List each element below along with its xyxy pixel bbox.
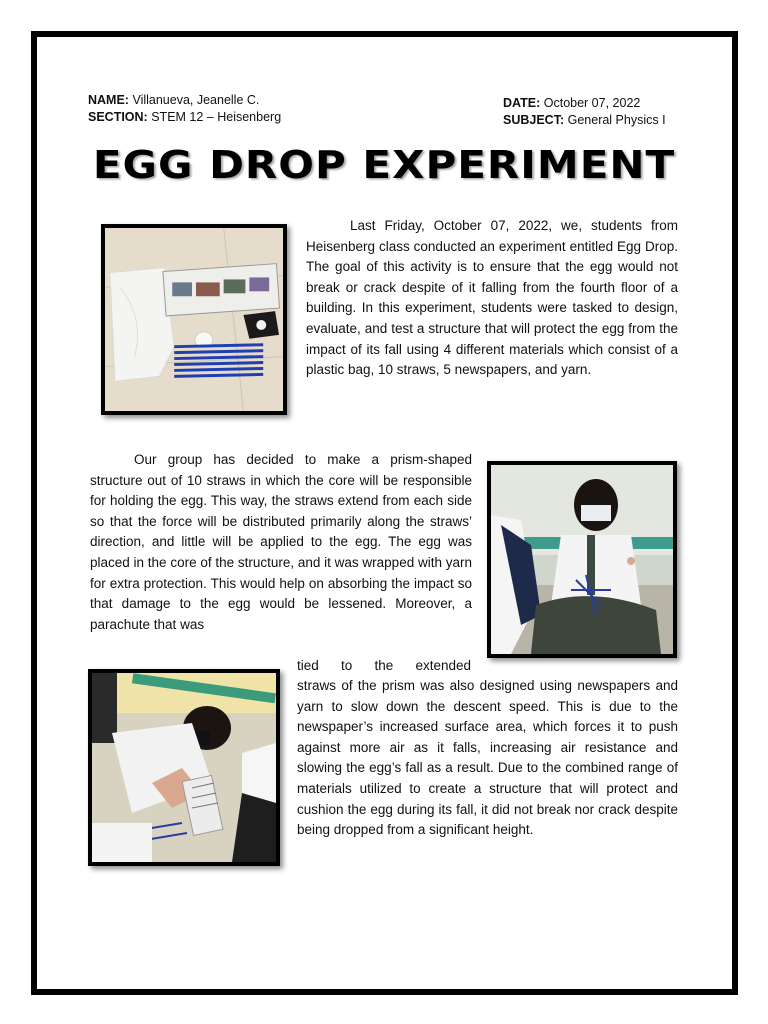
design-paragraph-tail: tied to the extended	[297, 658, 471, 673]
name-value: Villanueva, Jeanelle C.	[132, 93, 260, 107]
parachute-paragraph: straws of the prism was also designed using newspapers and yarn to slow down the descent speed. This is due to the newspaper’s increased surface area, which forces it to push against more air as it falls, increasing air resistance and slowing the egg’s fall as a result. Due to the combined range of materials utilized to create a structure that will protect and cushion the egg during its fall, it did not break nor crack despite being dropped from a significant height.	[297, 678, 678, 838]
class-info	[503, 95, 666, 129]
subject-value: General Physics I	[567, 113, 666, 127]
design-paragraph: Our group has decided to make a prism-shaped structure out of 10 straws in which the core will be responsible for holding the egg. This way, the straws extend from each side so that the force will be distributed primarily along the straws’ direction, and little will be applied to the egg. The egg was placed in the core of the structure, and it was wrapped with yarn for extra protection. This would help on absorbing the impact so that damage to the egg would be lessened. Moreover, a parachute that was	[90, 452, 472, 632]
subject-line	[503, 112, 666, 129]
section-label: SECTION:	[88, 110, 148, 124]
materials-photo	[101, 224, 287, 415]
student-info	[88, 92, 281, 126]
intro-paragraph: Last Friday, October 07, 2022, we, students from Heisenberg class conducted an experiment entitled Egg Drop. The goal of this activity is to ensure that the egg would not break or crack despite of it falling from the fourth floor of a building. In this experiment, students were tasked to design, evaluate, and test a structure that will protect the egg from the impact of its fall using 4 different materials which consist of a plastic bag, 10 straws, 5 newspapers, and yarn.	[306, 218, 678, 378]
subject-label: SUBJECT:	[503, 113, 565, 127]
date-line	[503, 95, 666, 112]
section-value: STEM 12 – Heisenberg	[151, 110, 282, 124]
name-label: NAME:	[88, 93, 129, 107]
date-value: October 07, 2022	[543, 96, 641, 110]
date-label: DATE:	[503, 96, 541, 110]
students-building-photo	[88, 669, 280, 866]
name-line	[88, 92, 281, 109]
student-yarn-photo	[487, 461, 677, 658]
section-line	[88, 109, 281, 126]
page-title: EGG DROP EXPERIMENT	[92, 141, 676, 188]
